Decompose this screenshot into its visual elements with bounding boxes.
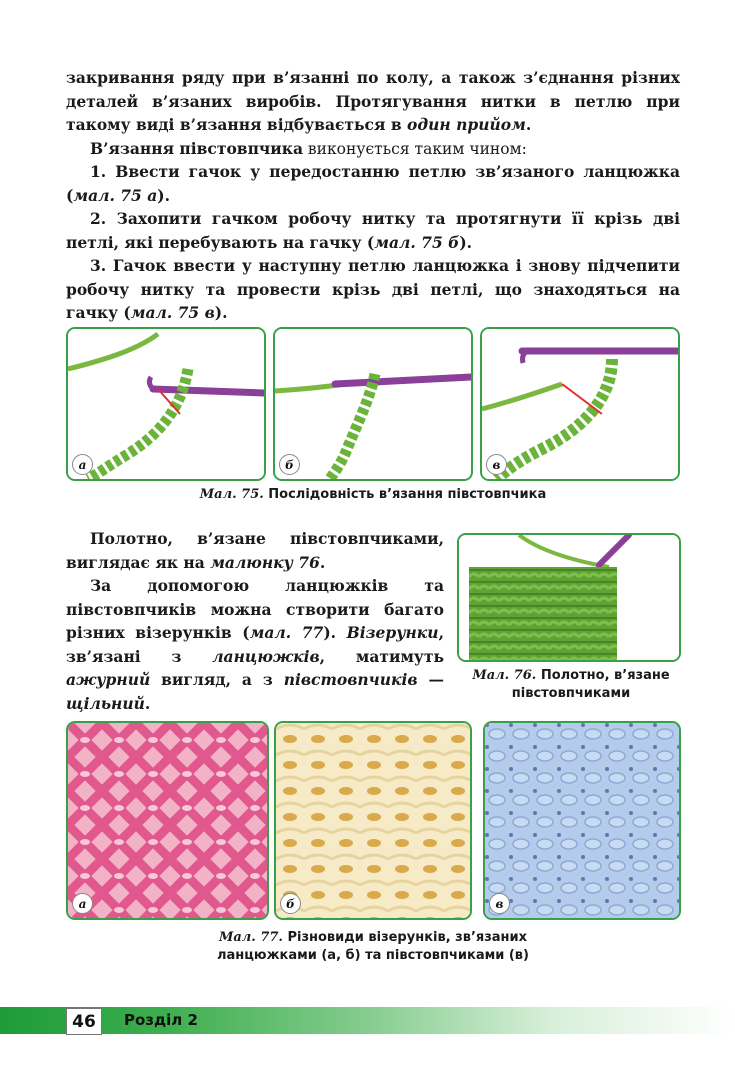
step-3: 3. Гачок ввести у наступну петлю ланцюжка і знову підчепити робочу нитку та провести крізь дві петлі, що знаходяться на гачку (мал. 75 в).	[66, 256, 680, 323]
step-1: 1. Ввести гачок у передостанню петлю зв’язаного ланцюжка (мал. 75 а).	[66, 162, 680, 205]
pink-lace-pattern	[68, 723, 267, 918]
figure-76	[457, 533, 681, 662]
figure-77c	[483, 721, 681, 920]
crochet-step-b-illustration	[275, 329, 471, 479]
paragraph-patterns: За допомогою ланцюжків та півстовпчиків можна створити багато різних візерунків (мал. 77). Візерунки, зв’язані з ланцюжків, матимуть ажурний вигляд, а з півстовпчиків — щільний.	[66, 576, 444, 713]
paragraph-method: В’язання півстовпчика виконується таким чином:	[90, 139, 527, 158]
figure-75b	[273, 327, 473, 481]
figure-badge: а	[72, 893, 93, 914]
paragraph-intro: закривання ряду при в’язанні по колу, а також з’єднання різних деталей в’язаних виробів. Протягування нитки в петлю при такому виді в’язання відбувається в один прийом.	[66, 68, 680, 135]
figure-77b	[274, 721, 472, 920]
cream-lace-pattern	[276, 723, 470, 918]
blue-dense-pattern	[485, 723, 679, 918]
figure-badge: б	[279, 454, 300, 475]
crochet-step-a-illustration	[68, 329, 264, 479]
figure-75a	[66, 327, 266, 481]
figure-77a	[66, 721, 269, 920]
page-number: 46	[66, 1008, 102, 1035]
footer-bar	[0, 1007, 735, 1034]
caption-fig77: Мал. 77. Різновиди візерунків, зв’язаних ланцюжками (а, б) та півстовпчиками (в)	[217, 930, 529, 963]
figure-badge: в	[486, 454, 507, 475]
figure-badge: б	[280, 893, 301, 914]
section-label: Розділ 2	[124, 1011, 198, 1029]
step-2: 2. Захопити гачком робочу нитку та протягнути її крізь дві петлі, які перебувають на гачку (мал. 75 б).	[66, 209, 680, 252]
green-fabric-illustration	[459, 535, 679, 660]
caption-fig75: Мал. 75. Послідовність в’язання півстовпчика	[199, 487, 547, 502]
figure-75c	[480, 327, 680, 481]
figure-badge: в	[489, 893, 510, 914]
paragraph-fabric: Полотно, в’язане півстовпчиками, виглядає як на малюнку 76.	[66, 529, 444, 572]
caption-fig76: Мал. 76. Полотно, в’язане півстовпчиками	[472, 668, 670, 701]
figure-badge: а	[72, 454, 93, 475]
crochet-step-c-illustration	[482, 329, 678, 479]
